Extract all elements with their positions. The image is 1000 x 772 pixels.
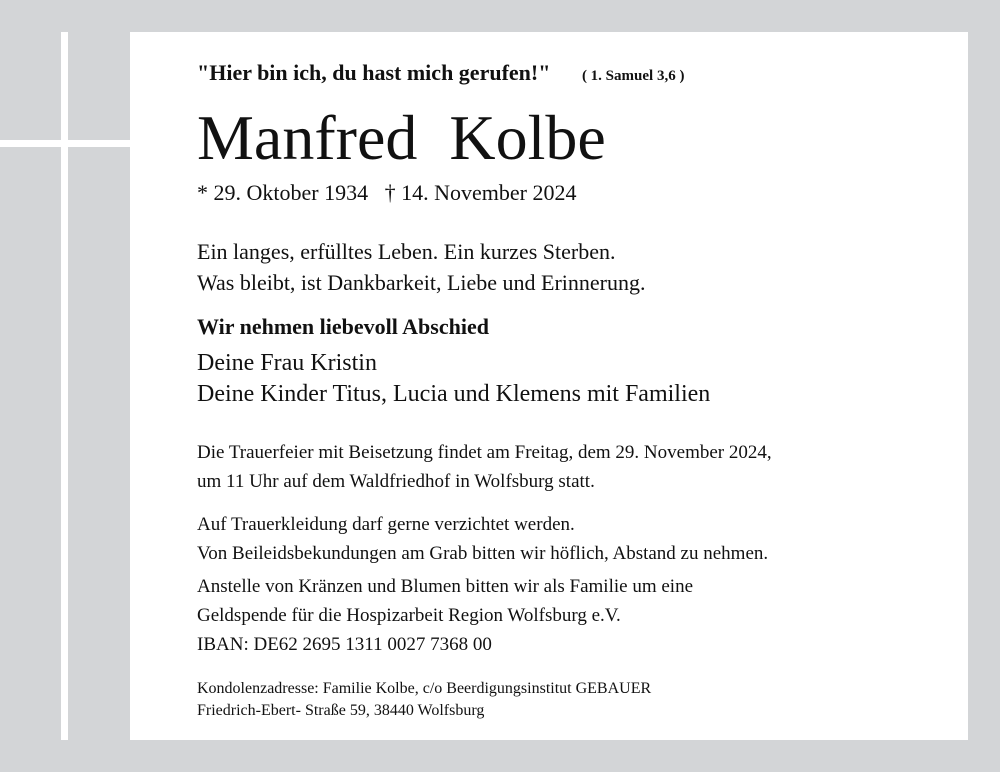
family-line: Deine Kinder Titus, Lucia und Klemens mit Familien [197, 381, 711, 407]
attire-note [197, 510, 768, 568]
donation-note [197, 572, 693, 659]
ceremony-line: Die Trauerfeier mit Beisetzung findet am Freitag, dem 29. November 2024, [197, 442, 772, 463]
verse-line: Ein langes, erfülltes Leben. Ein kurzes Sterben. [197, 239, 616, 264]
address-line: Friedrich-Ebert- Straße 59, 38440 Wolfsburg [197, 702, 485, 719]
life-dates: * 29. Oktober 1934 † 14. November 2024 [197, 180, 577, 205]
family-list [197, 348, 710, 410]
verse [197, 236, 646, 298]
address-line: Kondolenzadresse: Familie Kolbe, c/o Beerdigungsinstitut GEBAUER [197, 680, 652, 697]
attire-line: Von Beileidsbekundungen am Grab bitten wir höflich, Abstand zu nehmen. [197, 543, 769, 564]
condolence-address [197, 678, 651, 722]
donation-line: Anstelle von Kränzen und Blumen bitten wir als Familie um eine [197, 576, 694, 597]
donation-line: Geldspende für die Hospizarbeit Region Wolfsburg e.V. [197, 605, 621, 626]
verse-line: Was bleibt, ist Dankbarkeit, Liebe und Erinnerung. [197, 270, 646, 295]
iban-line: IBAN: DE62 2695 1311 0027 7368 00 [197, 634, 492, 655]
deceased-name: Manfred Kolbe [197, 102, 606, 173]
motto-quote: "Hier bin ich, du hast mich gerufen!" [197, 60, 551, 85]
motto [197, 60, 684, 86]
cross-horizontal-bar [0, 140, 130, 147]
cross-vertical-bar [61, 32, 68, 740]
farewell-heading: Wir nehmen liebevoll Abschied [197, 314, 489, 339]
ceremony-info [197, 438, 772, 496]
ceremony-line: um 11 Uhr auf dem Waldfriedhof in Wolfsburg statt. [197, 471, 595, 492]
motto-reference: ( 1. Samuel 3,6 ) [581, 68, 685, 84]
family-line: Deine Frau Kristin [197, 350, 377, 376]
attire-line: Auf Trauerkleidung darf gerne verzichtet werden. [197, 514, 575, 535]
obituary-card [130, 32, 968, 740]
